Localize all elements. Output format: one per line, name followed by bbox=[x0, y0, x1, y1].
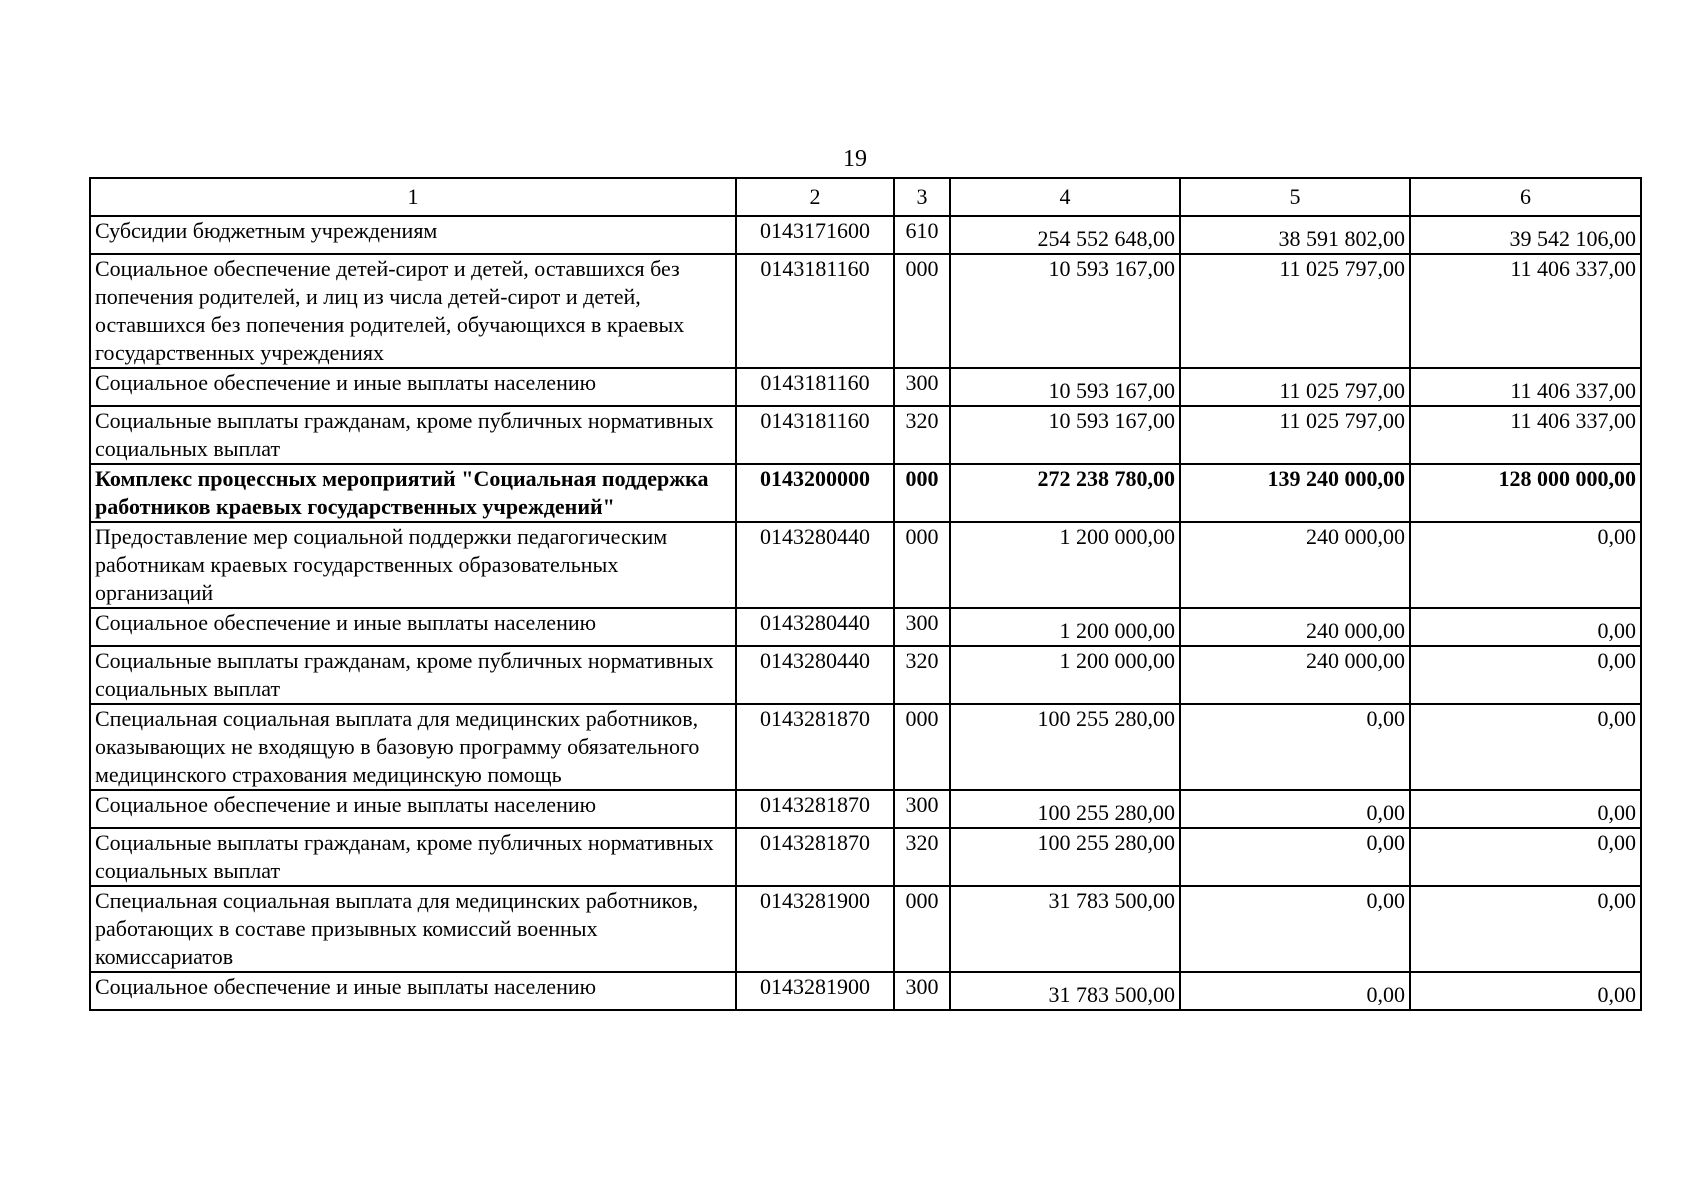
row-value-4: 100 255 280,00 bbox=[950, 828, 1180, 886]
row-value-6: 11 406 337,00 bbox=[1410, 406, 1641, 464]
table-row bbox=[90, 704, 1641, 790]
header-col-5: 5 bbox=[1180, 178, 1410, 216]
row-value-4: 1 200 000,00 bbox=[950, 522, 1180, 608]
row-kind: 300 bbox=[894, 790, 950, 828]
row-kind: 320 bbox=[894, 828, 950, 886]
row-value-6: 11 406 337,00 bbox=[1410, 368, 1641, 406]
row-value-4: 1 200 000,00 bbox=[950, 646, 1180, 704]
row-name: Социальные выплаты гражданам, кроме публичных нормативных социальных выплат bbox=[90, 646, 736, 704]
row-value-5: 0,00 bbox=[1180, 828, 1410, 886]
row-value-5: 11 025 797,00 bbox=[1180, 254, 1410, 368]
table-row bbox=[90, 522, 1641, 608]
row-value-6: 128 000 000,00 bbox=[1410, 464, 1641, 522]
row-value-4: 254 552 648,00 bbox=[950, 216, 1180, 254]
row-name: Специальная социальная выплата для медицинских работников, оказывающих не входящую в базовую программу обязательного медицинского страхования медицинскую помощь bbox=[90, 704, 736, 790]
row-value-6: 0,00 bbox=[1410, 704, 1641, 790]
row-name: Социальное обеспечение и иные выплаты населению bbox=[90, 368, 736, 406]
header-col-1: 1 bbox=[90, 178, 736, 216]
row-kind: 300 bbox=[894, 972, 950, 1010]
row-value-5: 11 025 797,00 bbox=[1180, 406, 1410, 464]
table-row bbox=[90, 368, 1641, 406]
row-code: 0143171600 bbox=[736, 216, 894, 254]
header-row bbox=[90, 178, 1641, 216]
row-code: 0143181160 bbox=[736, 368, 894, 406]
row-kind: 320 bbox=[894, 406, 950, 464]
row-value-6: 0,00 bbox=[1410, 828, 1641, 886]
row-code: 0143181160 bbox=[736, 406, 894, 464]
row-value-6: 0,00 bbox=[1410, 522, 1641, 608]
row-code: 0143200000 bbox=[736, 464, 894, 522]
table-row bbox=[90, 646, 1641, 704]
row-value-5: 240 000,00 bbox=[1180, 522, 1410, 608]
header-col-2: 2 bbox=[736, 178, 894, 216]
row-code: 0143281870 bbox=[736, 704, 894, 790]
table-row bbox=[90, 608, 1641, 646]
row-value-5: 240 000,00 bbox=[1180, 608, 1410, 646]
row-kind: 000 bbox=[894, 464, 950, 522]
row-kind: 300 bbox=[894, 368, 950, 406]
row-kind: 300 bbox=[894, 608, 950, 646]
table-row bbox=[90, 972, 1641, 1010]
row-name: Социальные выплаты гражданам, кроме публичных нормативных социальных выплат bbox=[90, 828, 736, 886]
table-row bbox=[90, 464, 1641, 522]
row-code: 0143281870 bbox=[736, 828, 894, 886]
row-value-5: 0,00 bbox=[1180, 704, 1410, 790]
row-code: 0143281900 bbox=[736, 886, 894, 972]
row-kind: 000 bbox=[894, 704, 950, 790]
row-value-4: 100 255 280,00 bbox=[950, 790, 1180, 828]
row-name: Социальное обеспечение и иные выплаты населению bbox=[90, 790, 736, 828]
row-kind: 320 bbox=[894, 646, 950, 704]
row-value-4: 100 255 280,00 bbox=[950, 704, 1180, 790]
row-value-6: 39 542 106,00 bbox=[1410, 216, 1641, 254]
row-value-4: 272 238 780,00 bbox=[950, 464, 1180, 522]
row-kind: 000 bbox=[894, 254, 950, 368]
row-value-4: 31 783 500,00 bbox=[950, 972, 1180, 1010]
row-value-4: 31 783 500,00 bbox=[950, 886, 1180, 972]
budget-table bbox=[89, 177, 1642, 1011]
header-col-4: 4 bbox=[950, 178, 1180, 216]
row-name: Специальная социальная выплата для медицинских работников, работающих в составе призывных комиссий военных комиссариатов bbox=[90, 886, 736, 972]
row-code: 0143280440 bbox=[736, 608, 894, 646]
row-name: Субсидии бюджетным учреждениям bbox=[90, 216, 736, 254]
row-value-5: 38 591 802,00 bbox=[1180, 216, 1410, 254]
row-kind: 000 bbox=[894, 522, 950, 608]
header-col-6: 6 bbox=[1410, 178, 1641, 216]
row-value-6: 0,00 bbox=[1410, 790, 1641, 828]
row-value-5: 0,00 bbox=[1180, 886, 1410, 972]
table-row bbox=[90, 828, 1641, 886]
table-row bbox=[90, 790, 1641, 828]
row-name: Комплекс процессных мероприятий "Социальная поддержка работников краевых государственных учреждений" bbox=[90, 464, 736, 522]
table-row bbox=[90, 886, 1641, 972]
row-value-4: 10 593 167,00 bbox=[950, 254, 1180, 368]
row-value-5: 0,00 bbox=[1180, 972, 1410, 1010]
table-row bbox=[90, 406, 1641, 464]
row-code: 0143281900 bbox=[736, 972, 894, 1010]
row-name: Социальное обеспечение детей-сирот и детей, оставшихся без попечения родителей, и лиц из числа детей-сирот и детей, оставшихся без попечения родителей, обучающихся в краевых государственных учреждениях bbox=[90, 254, 736, 368]
row-name: Социальные выплаты гражданам, кроме публичных нормативных социальных выплат bbox=[90, 406, 736, 464]
row-name: Социальное обеспечение и иные выплаты населению bbox=[90, 608, 736, 646]
row-value-6: 0,00 bbox=[1410, 972, 1641, 1010]
row-value-6: 0,00 bbox=[1410, 886, 1641, 972]
row-value-4: 10 593 167,00 bbox=[950, 368, 1180, 406]
row-value-4: 10 593 167,00 bbox=[950, 406, 1180, 464]
row-name: Социальное обеспечение и иные выплаты населению bbox=[90, 972, 736, 1010]
table-row bbox=[90, 254, 1641, 368]
row-value-6: 11 406 337,00 bbox=[1410, 254, 1641, 368]
row-value-5: 11 025 797,00 bbox=[1180, 368, 1410, 406]
table-row bbox=[90, 216, 1641, 254]
row-code: 0143280440 bbox=[736, 646, 894, 704]
row-value-4: 1 200 000,00 bbox=[950, 608, 1180, 646]
row-code: 0143281870 bbox=[736, 790, 894, 828]
header-col-3: 3 bbox=[894, 178, 950, 216]
row-value-5: 0,00 bbox=[1180, 790, 1410, 828]
row-value-5: 240 000,00 bbox=[1180, 646, 1410, 704]
row-value-6: 0,00 bbox=[1410, 646, 1641, 704]
row-code: 0143181160 bbox=[736, 254, 894, 368]
row-name: Предоставление мер социальной поддержки педагогическим работникам краевых государственных образовательных организаций bbox=[90, 522, 736, 608]
row-value-5: 139 240 000,00 bbox=[1180, 464, 1410, 522]
row-kind: 610 bbox=[894, 216, 950, 254]
row-value-6: 0,00 bbox=[1410, 608, 1641, 646]
row-kind: 000 bbox=[894, 886, 950, 972]
page-number: 19 bbox=[843, 146, 867, 172]
row-code: 0143280440 bbox=[736, 522, 894, 608]
